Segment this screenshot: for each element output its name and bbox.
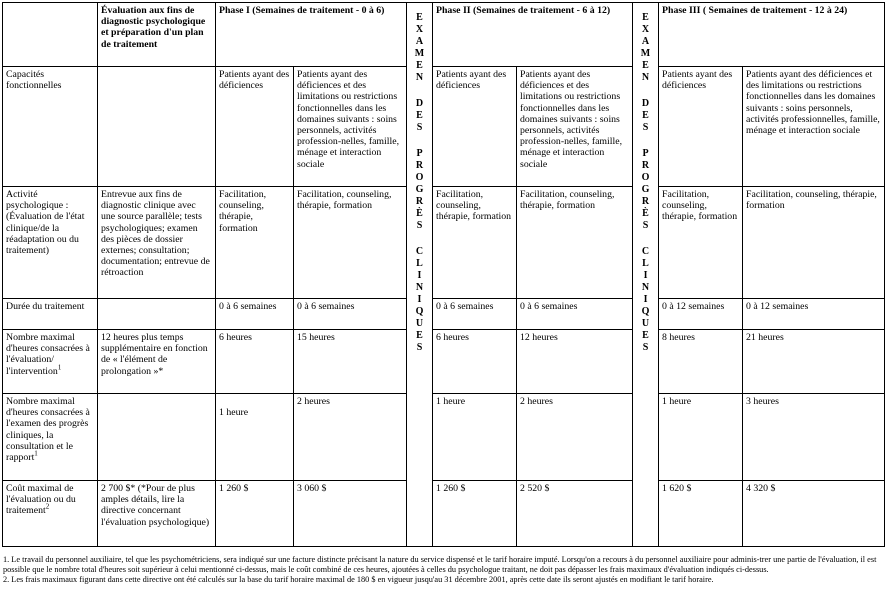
sep1-word-3: P R O G R È S bbox=[415, 148, 424, 231]
row-label-heures-eval bbox=[3, 330, 98, 394]
row-label-duree: Durée du traitement bbox=[3, 299, 98, 330]
cell-duree-p2a: 0 à 6 semaines bbox=[433, 299, 517, 330]
cell-cout-p2a: 1 260 $ bbox=[433, 481, 517, 547]
cell-heures-eval-p1a: 6 heures bbox=[216, 330, 294, 394]
cell-capacites-p1a: Patients ayant des déficiences bbox=[216, 67, 294, 187]
cell-capacites-p2a: Patients ayant des déficiences bbox=[433, 67, 517, 187]
cell-activite-p2b: Facilitation, counseling, thérapie, formation bbox=[517, 187, 633, 299]
cell-capacites-eval bbox=[98, 67, 216, 187]
cell-cout-p3a: 1 620 $ bbox=[659, 481, 743, 547]
clinical-review-label-1 bbox=[410, 5, 429, 361]
header-eval: Évaluation aux fins de diagnostic psychologique et préparation d'un plan de traitement bbox=[98, 3, 216, 67]
row-label-cout bbox=[3, 481, 98, 547]
clinical-review-label-2 bbox=[636, 5, 655, 361]
cell-duree-eval bbox=[98, 299, 216, 330]
cell-cout-p1b: 3 060 $ bbox=[294, 481, 407, 547]
table-row bbox=[3, 330, 885, 394]
cell-cout-p2b: 2 520 $ bbox=[517, 481, 633, 547]
row-label-heures-examen-text: Nombre maximal d'heures consacrées à l'examen des progrès cliniques, la consultation et le rapport bbox=[6, 396, 90, 464]
cell-activite-p3a: Facilitation, counseling, thérapie, formation bbox=[659, 187, 743, 299]
row-label-heures-eval-text: Nombre maximal d'heures consacrées à l'évaluation/ l'intervention bbox=[6, 332, 90, 377]
separator-1 bbox=[407, 3, 433, 547]
cell-heures-examen-p2b: 2 heures bbox=[517, 394, 633, 481]
cell-heures-eval-eval: 12 heures plus temps supplémentaire en fonction de « l'élément de prolongation »* bbox=[98, 330, 216, 394]
sep2-word-1: E X A M E N bbox=[640, 12, 651, 83]
footnote-ref: 2 bbox=[45, 503, 50, 512]
separator-2 bbox=[633, 3, 659, 547]
cell-heures-examen-p2a: 1 heure bbox=[433, 394, 517, 481]
sep2-word-2: D E S bbox=[641, 98, 650, 133]
cell-duree-p1b: 0 à 6 semaines bbox=[294, 299, 407, 330]
cell-cout-p1a: 1 260 $ bbox=[216, 481, 294, 547]
cell-heures-eval-p3b: 21 heures bbox=[743, 330, 885, 394]
sep2-word-3: P R O G R È S bbox=[641, 148, 650, 231]
sep2-word-4: C L I N I Q U E S bbox=[641, 246, 650, 353]
row-label-activite bbox=[3, 187, 98, 299]
footnotes bbox=[3, 555, 883, 585]
table-row bbox=[3, 299, 885, 330]
cell-duree-p2b: 0 à 6 semaines bbox=[517, 299, 633, 330]
cell-heures-examen-p3a: 1 heure bbox=[659, 394, 743, 481]
cell-activite-p1b: Facilitation, counseling, thérapie, formation bbox=[294, 187, 407, 299]
sep1-word-4: C L I N I Q U E S bbox=[415, 246, 424, 353]
cell-capacites-p3a: Patients ayant des déficiences bbox=[659, 67, 743, 187]
cell-capacites-p1b: Patients ayant des déficiences et des limitations ou restrictions fonctionnelles dans les domaines suivants : soins personnels, activités profession-nelles, famille, ménage et interaction sociale bbox=[294, 67, 407, 187]
cell-heures-examen-eval bbox=[98, 394, 216, 481]
cell-cout-p3b: 4 320 $ bbox=[743, 481, 885, 547]
footnote-ref: 1 bbox=[57, 363, 62, 372]
table-row bbox=[3, 394, 885, 481]
header-phase2: Phase II (Semaines de traitement - 6 à 12) bbox=[433, 3, 633, 67]
footnote-ref: 1 bbox=[34, 449, 38, 458]
cell-capacites-p2b: Patients ayant des déficiences et des limitations ou restrictions fonctionnelles dans les domaines suivants : soins personnels, activités profession-nelles, famille, ménage et interaction sociale bbox=[517, 67, 633, 187]
header-row bbox=[3, 3, 885, 67]
cell-heures-eval-p2a: 6 heures bbox=[433, 330, 517, 394]
cell-heures-examen-p1b: 2 heures bbox=[294, 394, 407, 481]
row-label-heures-examen bbox=[3, 394, 98, 481]
cell-heures-examen-p3b: 3 heures bbox=[743, 394, 885, 481]
cell-duree-p3a: 0 à 12 semaines bbox=[659, 299, 743, 330]
cell-duree-p3b: 0 à 12 semaines bbox=[743, 299, 885, 330]
cell-activite-eval: Entrevue aux fins de diagnostic clinique avec une source parallèle; tests psychologiques; examen des pièces de dossier externes; consultation; documentation; entrevue de rétroaction bbox=[98, 187, 216, 299]
cell-activite-p1a: Facilitation, counseling, thérapie, formation bbox=[216, 187, 294, 299]
fee-schedule-table bbox=[2, 2, 885, 547]
row-label-capacites: Capacités fonctionnelles bbox=[3, 67, 98, 187]
cell-heures-examen-p1a: 1 heure bbox=[216, 394, 294, 481]
cell-heures-eval-p2b: 12 heures bbox=[517, 330, 633, 394]
row-label-cout-text: Coût maximal de l'évaluation ou du traitement bbox=[6, 483, 76, 517]
cell-activite-p2a: Facilitation, counseling, thérapie, formation bbox=[433, 187, 517, 299]
row-label-activite-sub: (Évaluation de l'état clinique/de la réadaptation ou du traitement) bbox=[6, 211, 85, 257]
cell-capacites-p3b: Patients ayant des déficiences et des limitations ou restrictions fonctionnelles dans les domaines suivants : soins personnels, activités professionnelles, famille, ménage et interaction sociale bbox=[743, 67, 885, 187]
sep1-word-2: D E S bbox=[415, 98, 424, 133]
sep1-word-1: E X A M E N bbox=[414, 12, 425, 83]
cell-duree-p1a: 0 à 6 semaines bbox=[216, 299, 294, 330]
row-label-activite-title: Activité psychologique : bbox=[6, 189, 69, 212]
cell-cout-eval: 2 700 $* (*Pour de plus amples détails, lire la directive concernant l'évaluation psychologique) bbox=[98, 481, 216, 547]
table-row bbox=[3, 187, 885, 299]
header-phase1: Phase I (Semaines de traitement - 0 à 6) bbox=[216, 3, 407, 67]
table-row bbox=[3, 67, 885, 187]
header-empty bbox=[3, 3, 98, 67]
cell-heures-eval-p1b: 15 heures bbox=[294, 330, 407, 394]
table-row bbox=[3, 481, 885, 547]
footnote-1: 1. Le travail du personnel auxiliaire, tel que les psychométriciens, sera indiqué sur une facture distincte précisant la nature du service dispensé et le tarif horaire imputé. Lorsqu'on a recours à du personnel auxiliaire pour adminis-trer une partie de l'évaluation, il est possible que le nombre total d'heures soit supérieur à celui mentionné ci-dessus, mais le coût combiné de ces heures, ajoutées à celles du psychologue traitant, ne doit pas dépasser les frais maximaux d'évaluation indiqués ci-dessus. bbox=[3, 555, 877, 574]
footnote-2: 2. Les frais maximaux figurant dans cette directive ont été calculés sur la base du tarif horaire maximal de 180 $ en vigueur jusqu'au 31 décembre 2001, après cette date ils seront ajustés en modifiant le tarif horaire. bbox=[3, 575, 714, 584]
cell-activite-p3b: Facilitation, counseling, thérapie, formation bbox=[743, 187, 885, 299]
cell-heures-eval-p3a: 8 heures bbox=[659, 330, 743, 394]
header-phase3: Phase III ( Semaines de traitement - 12 à 24) bbox=[659, 3, 885, 67]
